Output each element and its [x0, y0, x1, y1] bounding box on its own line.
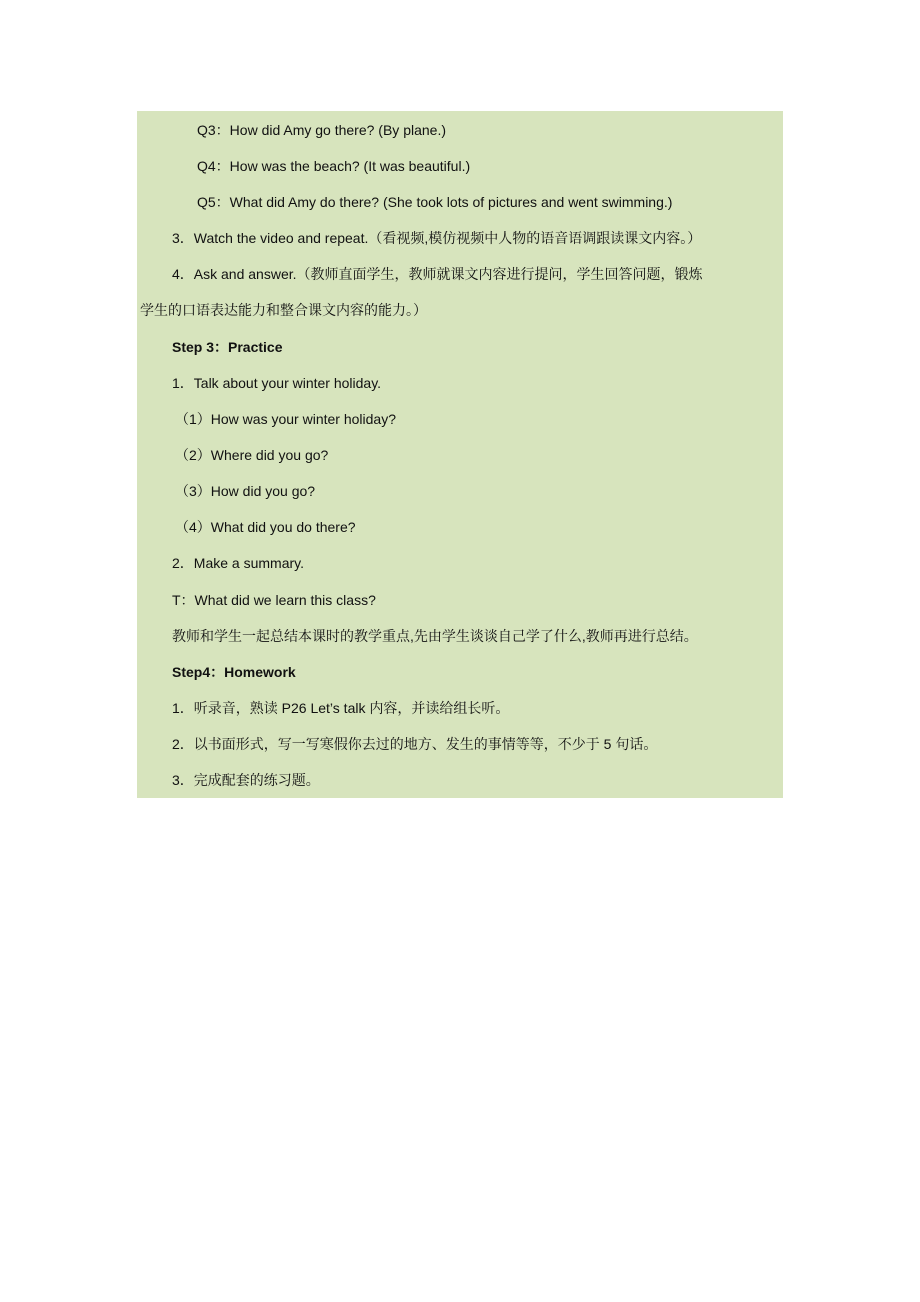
summary-description: 教师和学生一起总结本课时的教学重点,先由学生谈谈自己学了什么,教师再进行总结。: [172, 628, 698, 644]
heading-step4-homework: Step4：Homework: [172, 664, 296, 680]
homework-item-2: 2．以书面形式，写一写寒假你去过的地方、发生的事情等等，不少于 5 句话。: [172, 736, 658, 752]
practice-subquestion-4: （4）What did you do there?: [175, 519, 356, 535]
practice-subquestion-1: （1）How was your winter holiday?: [175, 411, 396, 427]
practice-item-talk: 1．Talk about your winter holiday.: [172, 375, 382, 391]
practice-subquestion-2: （2）Where did you go?: [175, 447, 329, 463]
practice-subquestion-3: （3）How did you go?: [175, 483, 316, 499]
step-item-ask-answer: 4．Ask and answer.（教师直面学生，教师就课文内容进行提问，学生回答问题，锻炼: [172, 266, 703, 282]
step-item-watch-video: 3．Watch the video and repeat.（看视频,模仿视频中人物的语音语调跟读课文内容。）: [172, 230, 702, 246]
step-item-ask-answer-cont: 学生的口语表达能力和整合课文内容的能力。）: [140, 302, 427, 318]
question-q3: Q3：How did Amy go there? (By plane.): [197, 122, 447, 138]
heading-step3-practice: Step 3：Practice: [172, 339, 283, 355]
homework-item-1: 1．听录音，熟读 P26 Let’s talk 内容，并读给组长听。: [172, 700, 510, 716]
question-q5: Q5：What did Amy do there? (She took lots of pictures and went swimming.): [197, 194, 673, 210]
practice-item-summary: 2．Make a summary.: [172, 555, 304, 571]
question-q4: Q4：How was the beach? (It was beautiful.): [197, 158, 471, 174]
homework-item-3: 3．完成配套的练习题。: [172, 772, 320, 788]
teacher-question: T：What did we learn this class?: [172, 592, 376, 608]
lesson-plan-section: [137, 111, 783, 798]
